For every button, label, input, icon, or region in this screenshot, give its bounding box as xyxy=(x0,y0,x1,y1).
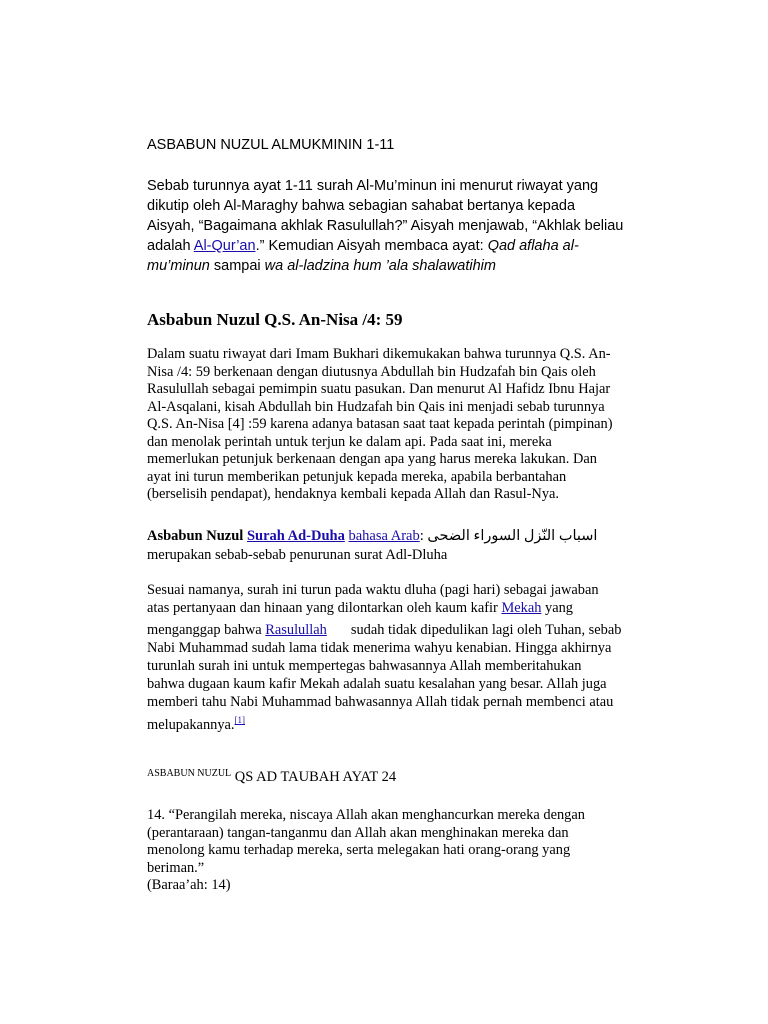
text-line: turunlah surah ini untuk mempertegas bahwasannya Allah memberitahukan xyxy=(147,658,582,674)
link-bahasa-arab[interactable]: bahasa Arab xyxy=(348,528,420,544)
section-heading: ASBABUN NUZUL ALMUKMININ 1-11 xyxy=(147,137,395,153)
text-run: melupakannya. xyxy=(147,716,235,733)
text-line: ayat ini turun memberikan petunjuk kepada mereka, apabila berbantahan xyxy=(147,468,567,485)
text-line: Rasulullah sebagai pemimpin suatu pasukan. Dan menurut Al Hafidz Ibnu Hajar xyxy=(147,381,611,397)
text-run-italic: mu’minun xyxy=(147,258,210,274)
text-line xyxy=(147,711,667,734)
text-line xyxy=(147,599,667,617)
text-line: bahwa dugaan kaum kafir Mekah adalah suatu kesalahan yang besar. Allah juga xyxy=(147,676,607,692)
section-ad-duha-title xyxy=(147,527,607,565)
text-line: memberi tahu Nabi Muhammad bahwasannya Allah tidak pernah membenci atau xyxy=(147,694,614,710)
text-run: sampai xyxy=(209,258,265,274)
section-at-taubah-heading xyxy=(147,768,667,786)
text-line: Aisyah, “Bagaimana akhlak Rasulullah?” Aisyah menjawab, “Akhlak beliau xyxy=(147,218,624,234)
link-al-quran[interactable]: Al-Qur’an xyxy=(193,238,256,254)
text-line: beriman.” xyxy=(147,859,205,876)
text-line xyxy=(147,527,607,546)
text-line: Sebab turunnya ayat 1-11 surah Al-Mu’minun ini menurut riwayat yang xyxy=(147,178,599,194)
text-line: dan menolak perintah untuk terjun ke dalam api. Pada saat ini, mereka xyxy=(147,433,552,450)
text-run-italic: Qad aflaha al- xyxy=(487,238,579,254)
text-line xyxy=(147,621,667,639)
heading-big: QS AD TAUBAH AYAT 24 xyxy=(231,769,397,785)
link-rasulullah[interactable]: Rasulullah xyxy=(265,622,327,638)
text-line: (perantaraan) tangan-tanganmu dan Allah akan menghinakan mereka dan xyxy=(147,824,569,841)
footnote-link[interactable]: [1] xyxy=(234,715,246,725)
text-line: dikutip oleh Al-Maraghy bahwa sebagian sahabat bertanya kepada xyxy=(147,198,576,214)
text-line: Al-Asqalani, kisah Abdullah bin Hudzafah bin Qais ini menjadi sebab turunnya xyxy=(147,398,605,415)
text-run: adalah xyxy=(147,238,194,254)
text-line: Dalam suatu riwayat dari Imam Bukhari dikemukakan bahwa turunnya Q.S. An- xyxy=(147,346,611,362)
text-run: atas pertanyaan dan hinaan yang dilontarkan oleh kaum kafir xyxy=(147,600,502,616)
text-line: (Baraa’ah: 14) xyxy=(147,877,231,893)
heading-small: ASBABUN NUZUL xyxy=(147,768,232,779)
text-line: menolong kamu terhadap mereka, serta melegakan hati orang-orang yang xyxy=(147,842,571,858)
text-run: : xyxy=(419,528,428,544)
section-almukminin-body xyxy=(147,176,667,276)
text-line: memerlukan petunjuk berkenaan dengan apa yang harus mereka lakukan. Dan xyxy=(147,451,597,467)
text-run: yang xyxy=(541,600,573,616)
section-ad-duha-body xyxy=(147,581,667,734)
text-line: Q.S. An-Nisa [4] :59 karena adanya batasan saat taat kepada perintah (pimpinan) xyxy=(147,416,613,432)
section-heading xyxy=(147,768,667,786)
section-at-taubah-body xyxy=(147,807,667,895)
text-line: 14. “Perangilah mereka, niscaya Allah akan menghancurkan mereka dengan xyxy=(147,807,585,823)
text-line: Sesuai namanya, surah ini turun pada waktu dluha (pagi hari) sebagai jawaban xyxy=(147,582,599,598)
text-run: sudah tidak dipedulikan lagi oleh Tuhan, sebab xyxy=(350,622,622,638)
text-run-bold: Asbabun Nuzul xyxy=(147,528,247,544)
text-line xyxy=(147,256,667,276)
text-run: menganggap bahwa xyxy=(147,622,266,638)
text-line: merupakan sebab-sebab penurunan surat Adl-Dluha xyxy=(147,547,448,563)
link-surah-ad-duha[interactable]: Surah Ad-Duha xyxy=(246,528,345,544)
section-almukminin xyxy=(147,137,667,153)
arabic-text: اسباب النّزل السوراء الضحى xyxy=(427,528,598,544)
link-mekah[interactable]: Mekah xyxy=(501,600,542,616)
section-heading: Asbabun Nuzul Q.S. An-Nisa /4: 59 xyxy=(147,310,403,329)
section-an-nisa-body xyxy=(147,346,667,504)
text-line: Nisa /4: 59 berkenaan dengan diutusnya Abdullah bin Hudzafah bin Qais oleh xyxy=(147,363,596,380)
text-line: Nabi Muhammad sudah lama tidak menerima wahyu kenabian. Hingga akhirnya xyxy=(147,640,612,656)
section-an-nisa-heading-wrap xyxy=(147,310,667,330)
text-run-italic: wa al-ladzina hum ’ala shalawatihim xyxy=(264,258,496,274)
text-line xyxy=(147,236,667,256)
text-run: .” Kemudian Aisyah membaca ayat: xyxy=(255,238,488,254)
text-line: (berselisih pendapat), hendaknya kembali kepada Allah dan Rasul-Nya. xyxy=(147,486,559,502)
